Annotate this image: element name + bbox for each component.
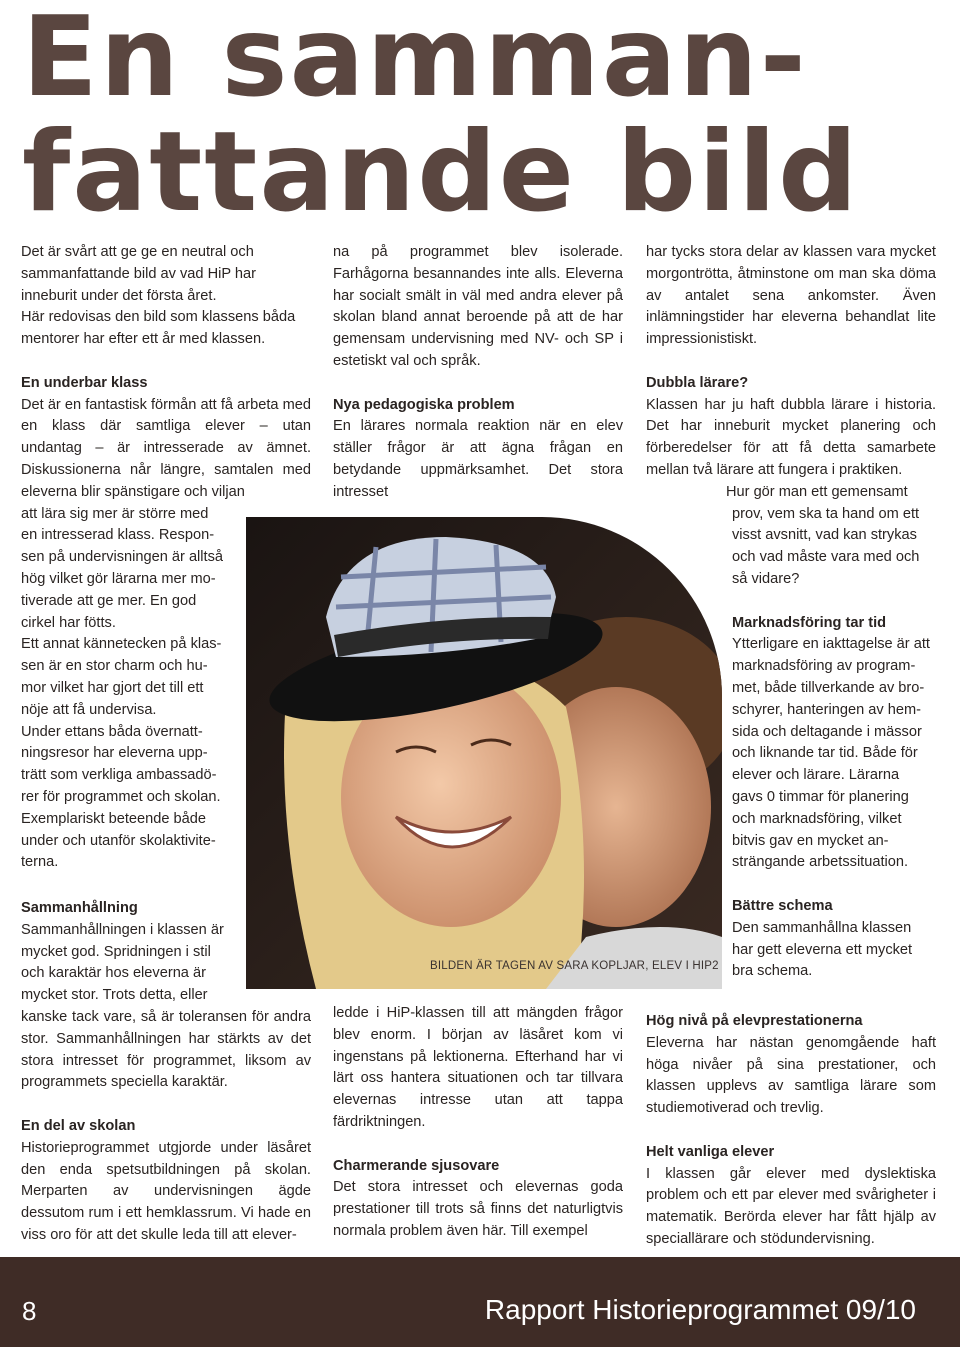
photo-students — [246, 517, 722, 989]
text-line: elever och lärare. Lärarna — [732, 767, 900, 784]
text-line: Sammanhållningen i klassen är — [21, 921, 224, 938]
text-line: hög vilket gör lärarna mer mo- — [21, 570, 216, 587]
text-line: strängande arbetssituation. — [732, 854, 909, 871]
intro-text: Det är svårt att ge ge en neutral och sammanfattande bild av vad HiP har inneburit under det första året. — [21, 244, 256, 304]
text-line: Hur gör man ett gemensamt — [726, 483, 908, 500]
heading-hog-niva: Hög nivå på elevprestationerna — [646, 1013, 863, 1029]
text-line: och liknande tar tid. Både för — [732, 745, 918, 762]
text-line: en intresserad klass. Respon- — [21, 527, 215, 544]
paragraph: Eleverna har nästan genomgående haft höga nivåer på sina prestationer, och klassen upplevs av samtliga lärare som studiemotiverad och trevlig. — [646, 1034, 936, 1117]
text-line: Exemplariskt beteende både — [21, 810, 206, 827]
paragraph: Det stora intresset och elevernas goda prestationer till trots så finns det naturligtvis normala problem även här. Till exempel — [333, 1179, 623, 1239]
text-line: trätt som verkliga ambassadö- — [21, 767, 217, 784]
text-line: och vad måste vara med och — [732, 549, 920, 566]
text-line: Ett annat kännetecken på klas- — [21, 636, 222, 653]
page-title — [22, 0, 860, 237]
text-line: har gett eleverna ett mycket — [732, 941, 913, 958]
text-line: mycket god. Spridningen i stil — [21, 943, 211, 960]
heading-dubbla-larare: Dubbla lärare? — [646, 374, 749, 391]
paragraph: har tycks stora delar av klassen vara mycket morgontrötta, åtminstone om man ska döma av antalet sena ankomster. Även inlämningstider har eleverna behandlat lite impressionistiskt. — [646, 244, 936, 348]
text-line: så vidare? — [732, 570, 800, 587]
heading-marknadsforing-tar-tid: Marknadsföring tar tid — [732, 614, 887, 631]
heading-charmerande-sjusovare: Charmerande sjusovare — [333, 1157, 500, 1174]
text-line: mor vilket har gjort det till ett — [21, 679, 204, 696]
text-line: Ytterligare en iakttagelse är att — [732, 636, 930, 653]
text-line: Under ettans båda övernatt- — [21, 723, 203, 740]
text-line: prov, vem ska ta hand om ett — [732, 505, 920, 522]
text-line: cirkel har fötts. — [21, 614, 116, 631]
paragraph: na på programmet blev isolerade. Farhågorna besannandes inte alls. Eleverna har socialt smält in väl med andra elever på skolan bland annat beroende på att de har gemensam undervisning med NV- och SP i estetiskt val och språk. — [333, 244, 623, 369]
report-title: Rapport Historieprogrammet 09/10 — [484, 1294, 916, 1325]
text-line: tiverade att ge mer. En god — [21, 592, 197, 609]
text-line: att lära sig mer är större med — [21, 505, 209, 522]
text-line: Den sammanhållna klassen — [732, 919, 912, 936]
column-3-bottom — [646, 1011, 936, 1251]
column-2 — [333, 242, 623, 504]
title-line-1: En samman- — [22, 0, 808, 122]
heading-battre-schema: Bättre schema — [732, 897, 833, 914]
text-line: visst avsnitt, vad kan strykas — [732, 527, 917, 544]
text-line: gavs 0 timmar för planering — [732, 788, 909, 805]
heading-helt-vanliga-elever: Helt vanliga elever — [646, 1143, 775, 1160]
text-line: sida och deltagande i mässor — [732, 723, 922, 740]
text-line: och marknadsföring, vilket — [732, 810, 902, 827]
text-line: schyrer, hanteringen av hem- — [732, 701, 922, 718]
heading-en-underbar-klass: En underbar klass — [21, 374, 148, 391]
heading-en-del-av-skolan: En del av skolan — [21, 1117, 136, 1134]
title-line-2: fattande bild — [22, 108, 860, 237]
paragraph: Historieprogrammet utgjorde under läsåret den enda spetsutbildningen på skolan. Merparten av undervisningen ägde dessutom rum i ett hemklassrum. Vi hade en viss oro för att det skulle leda till att elever- — [21, 1139, 311, 1243]
photo-illustration — [246, 517, 722, 989]
paragraph: Det är en fantastisk förmån att få arbeta med en klass där samtliga elever – utan undantag – är intresserade av ämnet. Diskussionerna når längre, samtalen med eleverna blir spänstigare och viljan — [21, 396, 311, 500]
text-line: mycket stor. Trots detta, eller — [21, 987, 208, 1004]
text-line: met, både tillverkande av bro- — [732, 679, 925, 696]
text-line: och karaktär hos eleverna är — [21, 965, 206, 982]
paragraph: I klassen går elever med dyslektiska problem och ett par elever med svårigheter i matematik. Berörda elever har fått hjälp av speciallärare och stödundervisning. — [646, 1165, 936, 1247]
text-line: ningsresor har eleverna upp- — [21, 745, 208, 762]
paragraph: ledde i HiP-klassen till att mängden frågor blev enorm. I början av läsåret kom vi ingenstans på lektionerna. Efterhand har vi lärt oss hantera situationen och tar tillvara elevernas intresse utan att tappa färdriktningen. — [333, 1005, 623, 1130]
heading-nya-pedagogiska-problem: Nya pedagogiska problem — [333, 396, 515, 413]
paragraph: Klassen har ju haft dubbla lärare i historia. Det har inneburit mycket planering och förberedelser för att få detta samarbete mellan två lärare att fungera i praktiken. — [646, 396, 936, 478]
text-line: marknadsföring av program- — [732, 658, 916, 675]
text-line: rer för programmet och skolan. — [21, 788, 221, 805]
text-line: sen är en stor charm och hu- — [21, 658, 208, 675]
text-line: under och utanför skolaktivite- — [21, 832, 216, 849]
paragraph: kanske tack vare, så är toleransen för andra stor. Sammanhållningen har stärkts av det stora intresset för programmet, liksom av programmets speciella karaktär. — [21, 1008, 311, 1091]
text-line: nöje att få undervisa. — [21, 701, 157, 718]
photo-credit: BILDEN ÄR TAGEN AV SARA KOPLJAR, ELEV I HIP2 — [430, 960, 719, 972]
text-line: bitvis gav en mycket an- — [732, 832, 889, 849]
column-2-bottom — [333, 1003, 623, 1243]
page-number: 8 — [22, 1296, 37, 1326]
paragraph: En lärares normala reaktion när en elev ställer frågor är att ägna frågan en betydande uppmärksamhet. Det stora intresset — [333, 418, 623, 500]
text-line: terna. — [21, 854, 59, 871]
intro-text-2: Här redovisas den bild som klassens båda mentorer har efter ett år med klassen. — [21, 309, 296, 348]
text-line: bra schema. — [732, 963, 813, 980]
heading-sammanhallning: Sammanhållning — [21, 900, 138, 916]
text-line: sen på undervisningen är alltså — [21, 549, 224, 566]
